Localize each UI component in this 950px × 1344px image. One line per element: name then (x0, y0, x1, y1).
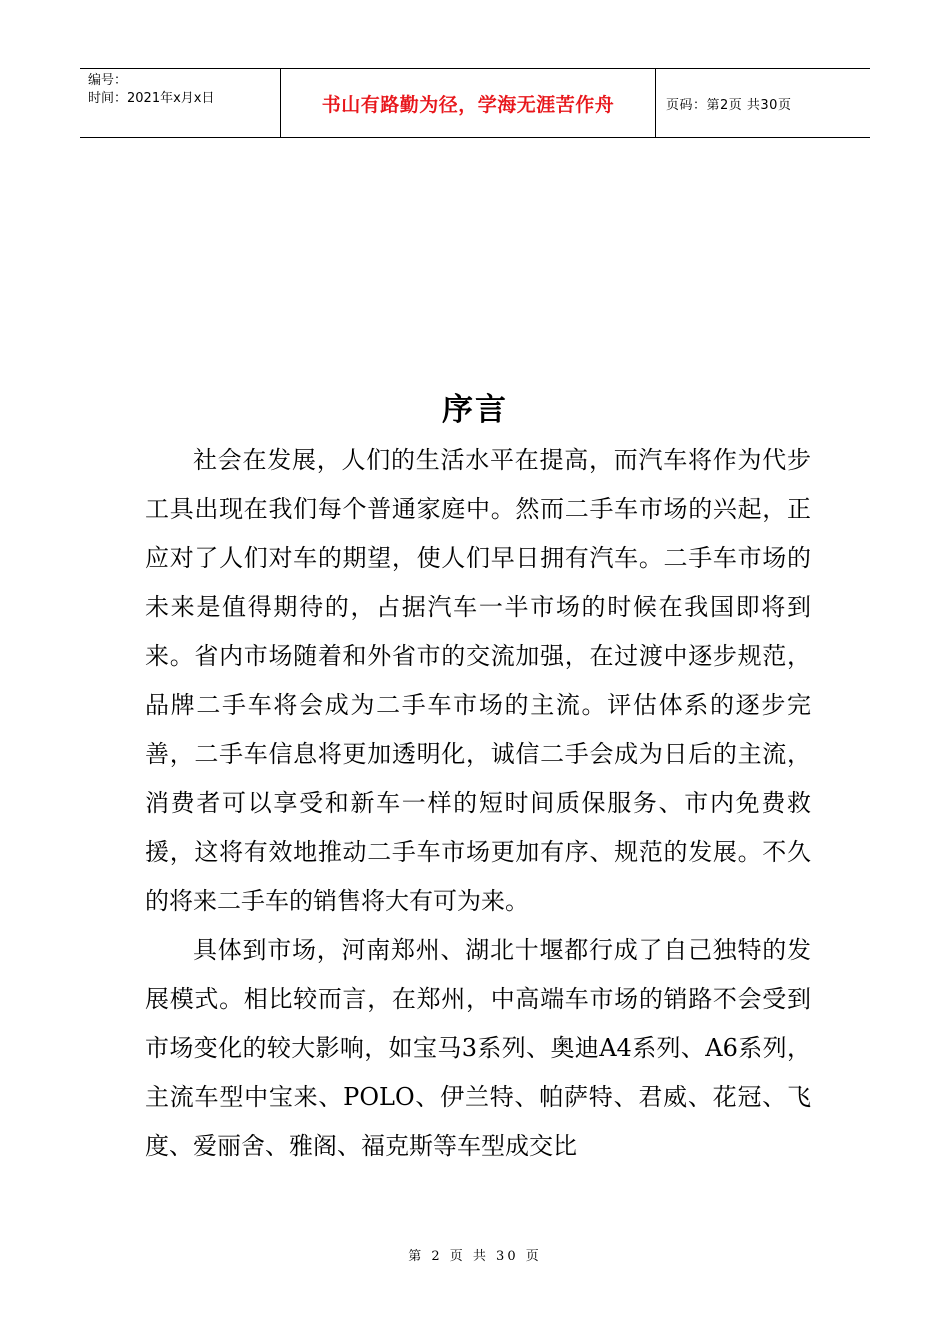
document-title: 序言 (442, 392, 508, 428)
header-info-cell (80, 69, 281, 137)
number-label: 编号： (88, 73, 128, 88)
paragraph: 社会在发展，人们的生活水平在提高，而汽车将作为代步工具出现在我们每个普通家庭中。然而二手车市场的兴起，正应对了人们对车的期望，使人们早日拥有汽车。二手车市场的未来是值得期待的，占据汽车一半市场的时候在我国即将到来。省内市场随着和外省市的交流加强，在过渡中逐步规范，品牌二手车将会成为二手车市场的主流。评估体系的逐步完善，二手车信息将更加透明化，诚信二手会成为日后的主流，消费者可以享受和新车一样的短时间质保服务、市内免费救援，这将有效地推动二手车市场更加有序、规范的发展。不久的将来二手车的销售将大有可为来。 (145, 446, 811, 915)
header-motto: 书山有路勤为径，学海无涯苦作舟 (281, 69, 656, 137)
paragraph: 具体到市场，河南郑州、湖北十堰都行成了自己独特的发展模式。相比较而言，在郑州，中高端车市场的销路不会受到市场变化的较大影响，如宝马3系列、奥迪A4系列、A6系列，主流车型中宝来、POLO、伊兰特、帕萨特、君威、花冠、飞度、爱丽舍、雅阁、福克斯等车型成交比 (145, 936, 811, 1160)
page-footer: 第 2 页 共 30 页 (408, 1249, 542, 1264)
document-body (145, 436, 811, 1171)
date-label: 时间：2021年x月x日 (88, 91, 215, 106)
header-page-code: 页码：第2页 共30页 (666, 97, 792, 113)
page-header (80, 68, 870, 138)
